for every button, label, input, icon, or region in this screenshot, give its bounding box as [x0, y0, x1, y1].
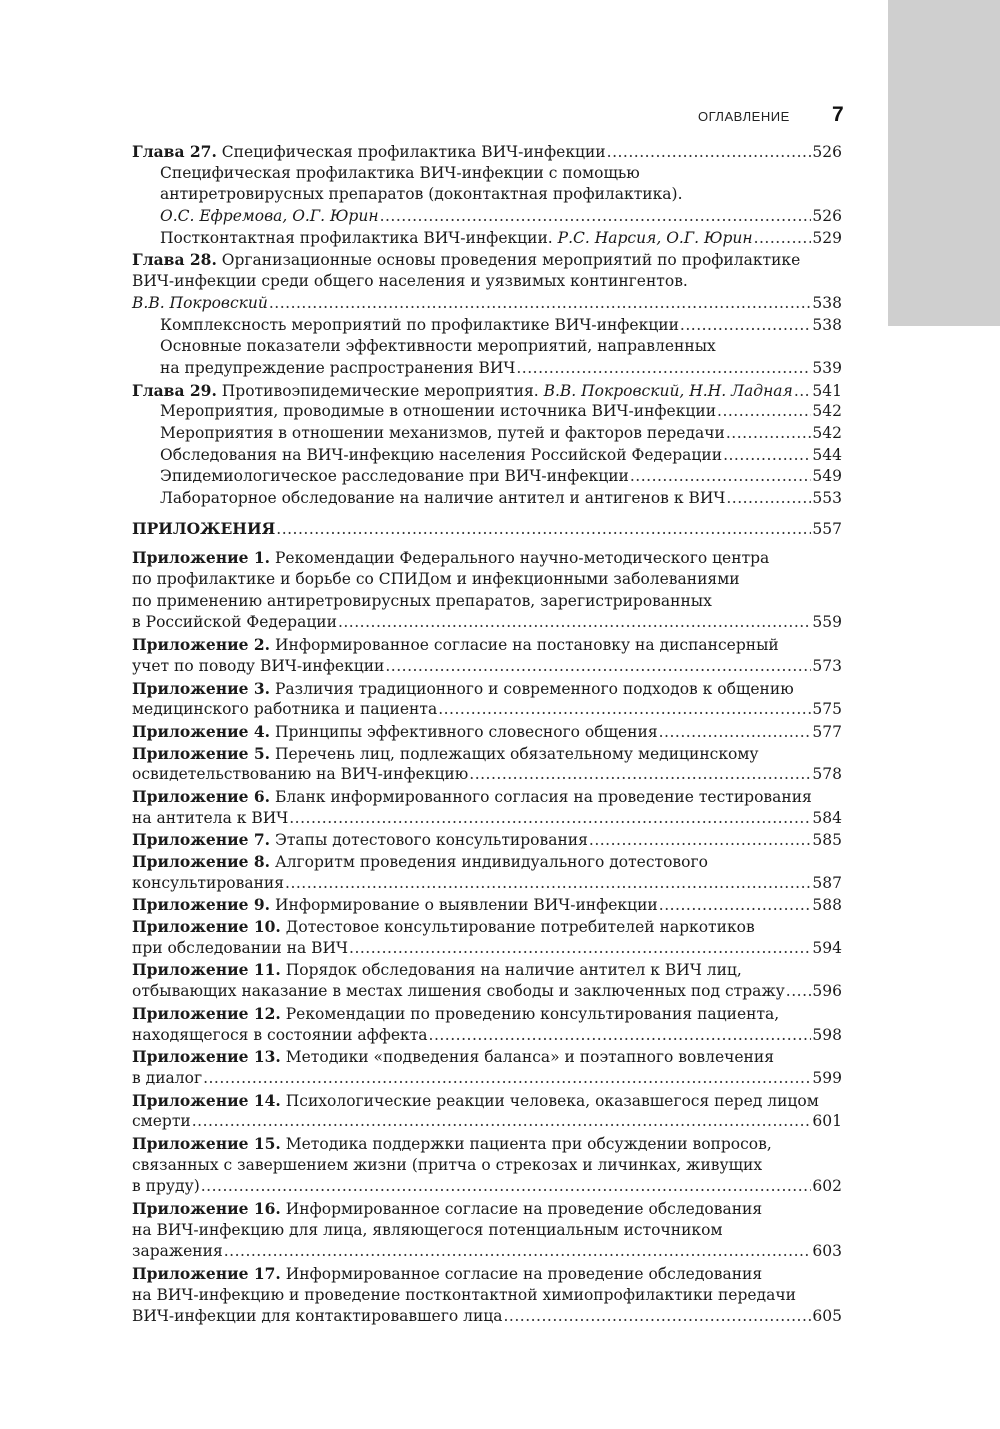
toc-entry-text — [132, 634, 779, 657]
toc-entry-title: Принципы эффективного словесного общения — [270, 722, 658, 741]
toc-entry[interactable] — [132, 358, 842, 380]
toc-entry[interactable] — [132, 518, 842, 540]
toc-entry-label: Приложение 4. — [132, 721, 271, 741]
page-number: 7 — [832, 103, 844, 126]
toc-entry-title: Постконтактная профилактика ВИЧ-инфекции. — [160, 228, 558, 247]
toc-entry[interactable] — [132, 466, 842, 488]
toc-entry[interactable] — [132, 808, 842, 830]
toc-entry[interactable] — [132, 786, 842, 808]
toc-entry-title: Этапы дотестового консультирования — [270, 831, 588, 850]
toc-entry[interactable] — [132, 1003, 842, 1025]
toc-entry-text — [132, 141, 606, 164]
toc-entry[interactable] — [132, 445, 842, 467]
toc-entry-label: Приложение 17. — [132, 1264, 281, 1284]
toc-entry-label: Приложение 13. — [132, 1047, 281, 1067]
toc-entry-text — [132, 894, 658, 917]
toc-entry-text — [132, 1155, 762, 1177]
toc-entry[interactable] — [132, 851, 842, 873]
toc-entry-title: Мероприятия, проводимые в отношении источника ВИЧ-инфекции — [160, 402, 717, 421]
toc-entry-title: Мероприятия в отношении механизмов, путей и факторов передачи — [160, 423, 725, 442]
toc-entry-title: Специфическая профилактика ВИЧ-инфекции — [216, 143, 606, 161]
toc-entry-title: Рекомендации по проведению консультирования пациента, — [280, 1004, 780, 1023]
toc-entry-text — [132, 764, 468, 786]
toc-entry[interactable] — [132, 981, 842, 1003]
toc-entry-text — [132, 1046, 774, 1069]
toc-entry-text — [132, 293, 268, 315]
toc-entry-authors: В.В. Покровский, Н.Н. Ладная — [543, 381, 793, 400]
toc-entry[interactable] — [132, 1046, 842, 1068]
toc-page-number: 602 — [812, 1177, 842, 1196]
toc-entry-label: Приложение 16. — [132, 1199, 281, 1218]
dot-leader — [680, 315, 811, 337]
toc-entry-label: Приложение 15. — [132, 1133, 281, 1153]
toc-entry[interactable] — [132, 1155, 842, 1177]
toc-entry-label: ПРИЛОЖЕНИЯ — [132, 518, 276, 538]
toc-entry-text — [132, 1090, 819, 1113]
dot-leader — [380, 206, 812, 228]
table-of-contents — [132, 141, 842, 1328]
toc-page-number: 529 — [812, 228, 842, 247]
toc-entry[interactable] — [132, 1241, 842, 1263]
toc-entry[interactable] — [132, 612, 842, 634]
toc-entry[interactable] — [132, 1025, 842, 1047]
dot-leader — [726, 488, 811, 510]
toc-entry-text — [132, 699, 437, 721]
toc-entry-text — [132, 1068, 202, 1090]
toc-entry-title: Информирование о выявлении ВИЧ-инфекции — [270, 896, 658, 915]
toc-page-number: 539 — [812, 358, 842, 377]
toc-entry[interactable] — [132, 1198, 842, 1220]
dot-leader — [289, 808, 811, 830]
toc-entry-text — [132, 547, 769, 570]
toc-entry[interactable] — [132, 488, 842, 510]
toc-entry-text — [132, 721, 658, 744]
toc-entry[interactable] — [132, 206, 842, 228]
dot-leader — [469, 764, 811, 786]
toc-entry-text — [132, 1220, 723, 1242]
toc-page-number: 594 — [812, 938, 842, 957]
dot-leader — [516, 358, 811, 380]
toc-entry-title: на ВИЧ-инфекцию и проведение постконтактной химиопрофилактики передачи — [132, 1285, 796, 1304]
dot-leader — [717, 401, 811, 423]
toc-page-number: 587 — [812, 873, 842, 892]
dot-leader — [726, 423, 812, 445]
toc-entry-title: Порядок обследования на наличие антител к ВИЧ лиц, — [280, 961, 742, 980]
dot-leader — [607, 142, 812, 164]
toc-entry-text — [160, 206, 379, 228]
toc-entry[interactable] — [132, 423, 842, 445]
dot-leader — [203, 1068, 811, 1090]
toc-entry[interactable] — [132, 1220, 842, 1242]
toc-entry-text — [160, 336, 716, 358]
toc-entry-text — [132, 851, 708, 874]
toc-entry-title: заражения — [132, 1242, 223, 1261]
toc-entry[interactable] — [132, 656, 842, 678]
toc-entry-text — [132, 569, 740, 591]
toc-page-number: 538 — [812, 293, 842, 312]
toc-entry-title: ВИЧ-инфекции среди общего населения и уязвимых контингентов. — [132, 272, 688, 291]
dot-leader — [385, 656, 811, 678]
dot-leader — [438, 699, 811, 721]
toc-entry-label: Приложение 7. — [132, 830, 271, 850]
toc-entry-title: смерти — [132, 1112, 191, 1131]
section-gap — [132, 539, 842, 547]
dot-leader — [723, 445, 811, 467]
toc-entry-title: находящегося в состоянии аффекта — [132, 1025, 428, 1044]
toc-entry-title: Психологические реакции человека, оказавшегося перед лицом — [280, 1091, 819, 1110]
toc-entry-title: в Российской Федерации — [132, 613, 337, 632]
toc-page-number: 584 — [812, 808, 842, 827]
toc-entry-title: на антитела к ВИЧ — [132, 808, 289, 827]
toc-entry-text — [132, 656, 384, 678]
toc-entry-text — [132, 1198, 762, 1221]
toc-entry-text — [160, 358, 515, 380]
toc-entry-title: в диалог — [132, 1068, 203, 1087]
dot-leader — [349, 938, 811, 960]
toc-entry-title: ВИЧ-инфекции для контактировавшего лица — [132, 1307, 503, 1326]
toc-entry-text — [160, 445, 722, 467]
toc-entry-title: Информированное согласие на проведение обследования — [280, 1200, 763, 1218]
toc-entry-label: Приложение 1. — [132, 548, 271, 568]
toc-page-number: 526 — [812, 143, 842, 161]
toc-entry-authors: Р.С. Нарсия, О.Г. Юрин — [557, 228, 753, 247]
toc-page-number: 598 — [812, 1025, 842, 1044]
toc-entry-text — [132, 1025, 428, 1047]
toc-entry-title: при обследовании на ВИЧ — [132, 938, 349, 957]
toc-entry-title: Эпидемиологическое расследование при ВИЧ-инфекции — [160, 467, 629, 486]
toc-entry[interactable] — [132, 959, 842, 981]
toc-entry-title: освидетельствованию на ВИЧ-инфекцию — [132, 765, 469, 784]
toc-entry-label: Приложение 12. — [132, 1003, 281, 1023]
toc-entry-title: учет по поводу ВИЧ-инфекции — [132, 656, 385, 675]
toc-entry[interactable] — [132, 569, 842, 591]
toc-page-number: 557 — [812, 519, 842, 538]
toc-entry[interactable] — [132, 894, 842, 916]
toc-entry-text — [132, 1003, 779, 1026]
page-edge-tab — [888, 0, 1000, 326]
toc-entry-text — [160, 401, 716, 423]
toc-entry[interactable] — [132, 401, 842, 423]
toc-page-number: 596 — [812, 982, 842, 1001]
toc-entry-title: Противоэпидемические мероприятия. — [216, 381, 544, 400]
dot-leader — [754, 228, 812, 250]
toc-entry-title: по профилактике и борьбе со СПИДом и инфекционными заболеваниями — [132, 570, 740, 589]
dot-leader — [630, 466, 812, 488]
toc-entry-text — [132, 1241, 223, 1263]
toc-entry-title: медицинского работника и пациента — [132, 700, 438, 719]
dot-leader — [429, 1025, 812, 1047]
toc-entry-title: Методики «подведения баланса» и поэтапного вовлечения — [280, 1048, 774, 1067]
dot-leader — [269, 293, 812, 315]
dot-leader — [285, 873, 811, 895]
toc-entry-text — [132, 786, 812, 809]
running-header — [0, 105, 1000, 129]
toc-entry[interactable] — [132, 293, 842, 315]
toc-entry-title: по применению антиретровирусных препаратов, зарегистрированных — [132, 591, 712, 610]
toc-entry[interactable] — [132, 547, 842, 569]
toc-entry-title: Алгоритм проведения индивидуального дотестового — [270, 853, 708, 871]
toc-entry-text — [160, 423, 725, 445]
toc-entry-title: Различия традиционного и современного подходов к общению — [270, 679, 794, 698]
dot-leader — [794, 381, 812, 403]
toc-page-number: 603 — [812, 1242, 842, 1261]
toc-entry-text — [132, 249, 800, 272]
toc-entry-title: Перечень лиц, подлежащих обязательному медицинскому — [270, 744, 759, 763]
toc-entry-text — [132, 808, 288, 830]
toc-entry-title: отбывающих наказание в местах лишения свободы и заключенных под стражу — [132, 982, 785, 1001]
toc-entry[interactable] — [132, 938, 842, 960]
toc-entry-text — [132, 591, 712, 613]
toc-entry[interactable] — [132, 141, 842, 163]
toc-entry[interactable] — [132, 271, 842, 293]
toc-page-number: 553 — [812, 489, 842, 507]
dot-leader — [504, 1306, 812, 1328]
toc-entry[interactable] — [132, 743, 842, 765]
toc-entry[interactable] — [132, 1090, 842, 1112]
toc-entry-label: Приложение 14. — [132, 1090, 281, 1110]
toc-page-number: 538 — [812, 315, 842, 334]
toc-entry-text — [132, 518, 275, 541]
toc-page-number: 601 — [812, 1112, 842, 1131]
toc-entry[interactable] — [132, 873, 842, 895]
toc-entry[interactable] — [132, 829, 842, 851]
toc-entry[interactable] — [132, 1068, 842, 1090]
toc-entry-text — [132, 873, 284, 895]
dot-leader — [786, 981, 812, 1003]
dot-leader — [338, 612, 811, 634]
toc-entry-title: Обследования на ВИЧ-инфекцию населения Российской Федерации — [160, 445, 723, 464]
toc-entry-text — [132, 1306, 503, 1328]
toc-entry-label: Глава 29. — [132, 380, 217, 400]
dot-leader — [659, 722, 812, 744]
toc-entry[interactable] — [132, 699, 842, 721]
toc-entry[interactable] — [132, 163, 842, 185]
toc-entry-title: в пруду) — [132, 1177, 200, 1196]
toc-page-number: 585 — [812, 831, 842, 850]
toc-entry-text — [132, 1285, 796, 1307]
toc-entry-text — [132, 271, 688, 293]
toc-entry[interactable] — [132, 721, 842, 743]
toc-entry-title: Методика поддержки пациента при обсуждении вопросов, — [280, 1134, 772, 1153]
toc-entry-text — [132, 380, 793, 403]
toc-entry-label: Приложение 11. — [132, 960, 281, 980]
toc-entry-authors: О.С. Ефремова, О.Г. Юрин — [160, 207, 379, 226]
toc-page-number: 605 — [812, 1307, 842, 1326]
toc-entry[interactable] — [132, 678, 842, 700]
toc-entry[interactable] — [132, 1263, 842, 1285]
toc-entry[interactable] — [132, 184, 842, 206]
toc-entry-text — [132, 1111, 191, 1133]
toc-page-number: 526 — [812, 207, 842, 226]
toc-entry[interactable] — [132, 380, 842, 402]
dot-leader — [201, 1176, 812, 1198]
toc-entry-text — [160, 466, 629, 488]
toc-page-number: 578 — [812, 765, 842, 784]
toc-page-number: 542 — [812, 423, 842, 442]
toc-page-number: 541 — [812, 381, 842, 400]
toc-entry[interactable] — [132, 634, 842, 656]
toc-entry-text — [132, 1133, 772, 1156]
toc-page-number: 542 — [812, 402, 842, 421]
toc-entry-text — [160, 228, 753, 250]
toc-entry-label: Глава 27. — [132, 142, 217, 161]
toc-entry-text — [160, 488, 725, 510]
toc-entry-title: Рекомендации Федерального научно-методического центра — [270, 549, 770, 568]
dot-leader — [659, 895, 812, 917]
toc-page-number: 573 — [812, 656, 842, 675]
toc-entry[interactable] — [132, 1176, 842, 1198]
toc-entry[interactable] — [132, 1285, 842, 1307]
toc-entry-text — [132, 829, 588, 852]
toc-entry-title: Бланк информированного согласия на проведение тестирования — [270, 787, 812, 806]
toc-page-number: 599 — [812, 1068, 842, 1087]
toc-entry[interactable] — [132, 916, 842, 938]
toc-entry-text — [132, 981, 785, 1003]
toc-page-number: 588 — [812, 896, 842, 915]
toc-entry-title: Основные показатели эффективности мероприятий, направленных — [160, 337, 716, 356]
toc-page-number: 544 — [812, 445, 842, 464]
toc-entry-label: Приложение 9. — [132, 895, 271, 915]
dot-leader — [589, 830, 812, 852]
header-title: ОГЛАВЛЕНИЕ — [698, 109, 790, 124]
dot-leader — [276, 519, 811, 541]
toc-entry-title: Специфическая профилактика ВИЧ-инфекции с помощью — [160, 163, 640, 182]
toc-entry[interactable] — [132, 591, 842, 613]
toc-entry-text — [160, 315, 679, 337]
toc-entry-text — [132, 959, 742, 982]
toc-entry-title: Дотестовое консультирование потребителей наркотиков — [280, 918, 755, 937]
toc-entry-title: антиретровирусных препаратов (доконтактная профилактика). — [160, 185, 683, 204]
toc-entry-title: Организационные основы проведения мероприятий по профилактике — [216, 251, 801, 270]
toc-entry-title: на предупреждение распространения ВИЧ — [160, 358, 516, 377]
toc-entry-title: консультирования — [132, 873, 285, 892]
toc-entry-text — [132, 938, 348, 960]
toc-entry-label: Приложение 8. — [132, 852, 271, 871]
toc-entry-title: Лабораторное обследование на наличие антител и антигенов к ВИЧ — [160, 489, 726, 507]
toc-entry-title: Комплексность мероприятий по профилактике ВИЧ-инфекции — [160, 315, 679, 334]
toc-entry-label: Приложение 6. — [132, 786, 271, 806]
toc-entry-title: на ВИЧ-инфекцию для лица, являющегося потенциальным источником — [132, 1220, 723, 1239]
section-gap — [132, 510, 842, 518]
toc-entry-authors: В.В. Покровский — [132, 293, 268, 312]
toc-page-number: 549 — [812, 467, 842, 486]
toc-entry-text — [132, 743, 759, 766]
toc-entry-title: Информированное согласие на проведение обследования — [280, 1265, 763, 1284]
toc-page-number: 577 — [812, 722, 842, 741]
toc-page-number: 575 — [812, 700, 842, 719]
toc-entry-label: Приложение 5. — [132, 743, 271, 763]
dot-leader — [192, 1111, 812, 1133]
toc-entry-text — [160, 184, 683, 206]
toc-entry-label: Глава 28. — [132, 250, 217, 270]
toc-entry-text — [132, 1263, 762, 1286]
dot-leader — [224, 1241, 812, 1263]
toc-entry[interactable] — [132, 336, 842, 358]
toc-entry[interactable] — [132, 1306, 842, 1328]
toc-entry[interactable] — [132, 1133, 842, 1155]
toc-entry-text — [132, 1176, 200, 1198]
toc-entry[interactable] — [132, 764, 842, 786]
toc-entry-label: Приложение 10. — [132, 917, 281, 937]
toc-entry-label: Приложение 2. — [132, 635, 271, 655]
toc-entry-text — [132, 916, 755, 939]
toc-entry-label: Приложение 3. — [132, 678, 271, 698]
toc-entry[interactable] — [132, 228, 842, 250]
toc-entry[interactable] — [132, 1111, 842, 1133]
toc-entry-text — [132, 612, 337, 634]
toc-entry-title: Информированное согласие на постановку на диспансерный — [270, 636, 779, 655]
toc-entry-text — [132, 678, 794, 701]
toc-entry[interactable] — [132, 249, 842, 271]
toc-entry-title: связанных с завершением жизни (притча о стрекозах и личинках, живущих — [132, 1155, 763, 1174]
toc-page-number: 559 — [812, 613, 842, 632]
toc-entry-text — [160, 163, 640, 185]
toc-entry[interactable] — [132, 315, 842, 337]
